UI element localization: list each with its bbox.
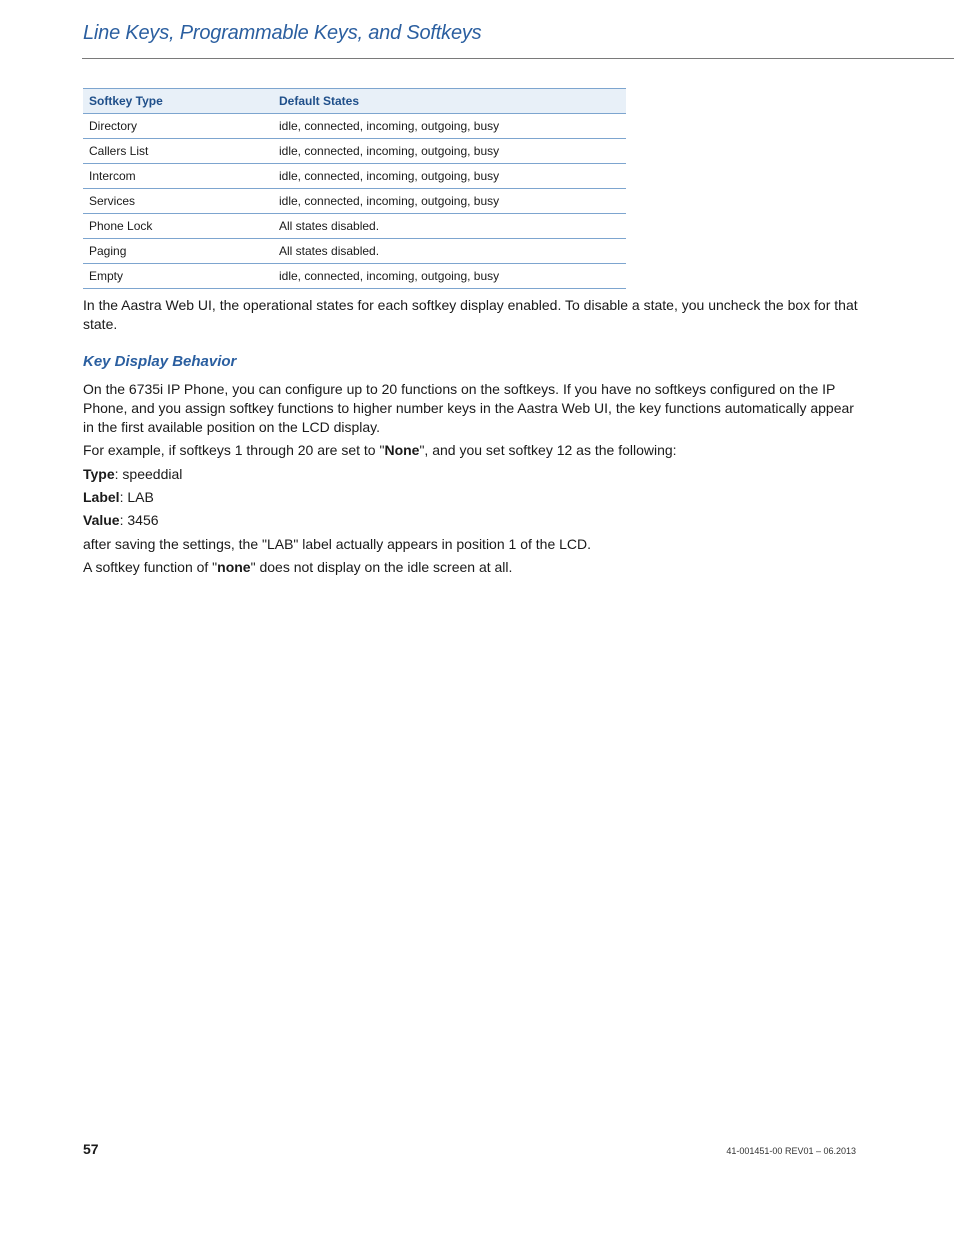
default-states-cell: idle, connected, incoming, outgoing, busy (273, 189, 626, 214)
none-keyword: None (384, 442, 420, 458)
default-states-cell: idle, connected, incoming, outgoing, busy (273, 264, 626, 289)
none-text-start: A softkey function of " (83, 559, 218, 575)
paragraph-configure-functions: On the 6735i IP Phone, you can configure up to 20 functions on the softkeys. If you have no softkeys configured on the IP Phone, and you assign softkey functions to higher number keys in the Aastra Web UI, the key functions automatically appear in the first available position on the LCD display. (83, 381, 854, 435)
softkey-type-cell: Phone Lock (83, 214, 273, 239)
type-label: Type (83, 466, 115, 482)
example-text-start: For example, if softkeys 1 through 20 are set to " (83, 442, 385, 458)
paragraph-after-saving: after saving the settings, the "LAB" label actually appears in position 1 of the LCD. (83, 536, 592, 552)
table-row (83, 164, 626, 189)
none-text-end: " does not display on the idle screen at all. (250, 559, 513, 575)
paragraph-none-function (83, 558, 863, 577)
value-label: Value (83, 512, 120, 528)
intro-paragraph: In the Aastra Web UI, the operational states for each softkey display enabled. To disable a state, you uncheck the box for that state. (83, 297, 858, 332)
column-header-default-states: Default States (273, 89, 626, 114)
value-value: : 3456 (119, 512, 159, 528)
value-setting-line (83, 511, 863, 530)
default-states-cell: All states disabled. (273, 214, 626, 239)
table-row (83, 189, 626, 214)
page-number: 57 (83, 1141, 99, 1157)
softkey-type-cell: Empty (83, 264, 273, 289)
table-header-row (83, 89, 626, 114)
default-states-cell: All states disabled. (273, 239, 626, 264)
softkey-type-cell: Services (83, 189, 273, 214)
softkey-type-cell: Paging (83, 239, 273, 264)
intro-paragraph-block (83, 296, 863, 334)
default-states-cell: idle, connected, incoming, outgoing, busy (273, 164, 626, 189)
table-row (83, 239, 626, 264)
type-setting-line (83, 465, 863, 484)
softkey-type-cell: Intercom (83, 164, 273, 189)
label-setting-line (83, 488, 863, 507)
default-states-cell: idle, connected, incoming, outgoing, busy (273, 114, 626, 139)
example-text-end: ", and you set softkey 12 as the following: (419, 442, 677, 458)
table-row (83, 139, 626, 164)
softkey-type-cell: Directory (83, 114, 273, 139)
section-body (83, 380, 863, 577)
table-row (83, 264, 626, 289)
header-divider (82, 58, 954, 59)
none-keyword-lower: none (217, 559, 251, 575)
column-header-softkey-type: Softkey Type (83, 89, 273, 114)
document-id: 41-001451-00 REV01 – 06.2013 (726, 1146, 856, 1156)
label-label: Label (83, 489, 120, 505)
page-header-title: Line Keys, Programmable Keys, and Softkeys (83, 22, 482, 44)
default-states-cell: idle, connected, incoming, outgoing, busy (273, 139, 626, 164)
table-row (83, 114, 626, 139)
table-row (83, 214, 626, 239)
softkey-type-cell: Callers List (83, 139, 273, 164)
paragraph-example (83, 441, 863, 460)
section-heading: Key Display Behavior (83, 353, 237, 370)
type-value: : speeddial (114, 466, 183, 482)
softkey-defaults-table (83, 88, 626, 289)
label-value: : LAB (119, 489, 154, 505)
